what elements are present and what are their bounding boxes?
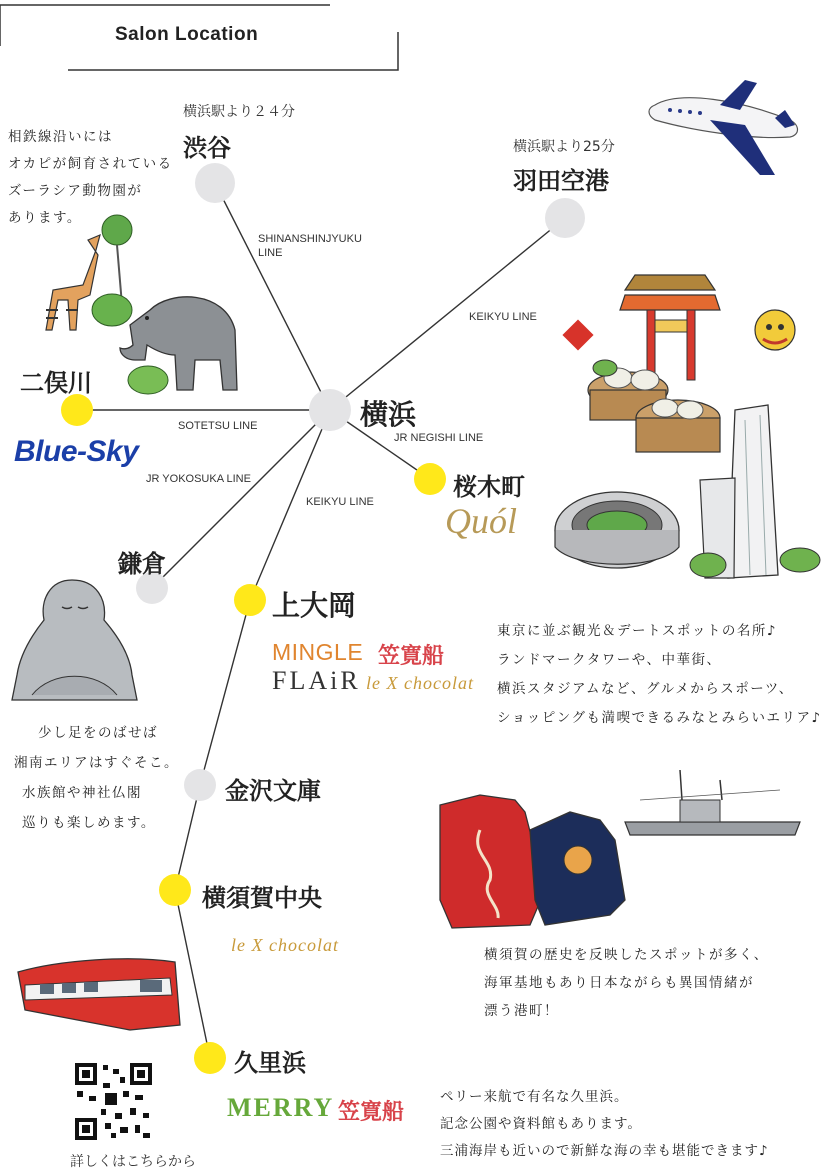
station-kamakura[interactable]: 鎌倉 (118, 550, 166, 578)
brand-bluesky-logo[interactable]: Blue-Sky (14, 435, 139, 468)
station-kurihama[interactable]: 久里浜 (234, 1049, 306, 1077)
battleship-illustration (625, 770, 800, 835)
brand-kasaburune-logo-2[interactable]: 笠寛船 (338, 1099, 405, 1125)
dot-futamatagawa (61, 394, 93, 426)
train-illustration (18, 959, 180, 1030)
chinatown-illustration (620, 275, 720, 380)
label-shinshinjuku-1: SHINANSHINJYUKU (258, 233, 362, 245)
brand-lechocolat-logo[interactable]: le X chocolat (366, 673, 474, 693)
brand-lechocolat-logo-2[interactable]: le X chocolat (231, 935, 339, 955)
brand-kasaburune-logo[interactable]: 笠寛船 (378, 643, 445, 669)
label-keikyu-main: KEIKYU LINE (306, 496, 374, 508)
buddha-illustration (12, 580, 137, 700)
station-shibuya[interactable]: 渋谷 (183, 134, 231, 162)
shibuya-time: 横浜駅より２４分 (183, 104, 295, 120)
page-title: Salon Location (115, 24, 259, 45)
dot-kurihama (194, 1042, 226, 1074)
brand-flair-logo[interactable]: FLAiR (272, 666, 361, 695)
okapi-illustration (46, 235, 100, 330)
dot-yokohama (309, 389, 351, 431)
station-kamiooka[interactable]: 上大岡 (272, 589, 357, 622)
station-haneda[interactable]: 羽田空港 (513, 167, 609, 195)
airplane-illustration (649, 80, 798, 175)
haneda-time: 横浜駅より25分 (513, 139, 615, 155)
station-futamatagawa[interactable]: 二俣川 (20, 369, 92, 397)
line-yokosuka (152, 410, 330, 588)
dot-sakuragicho (414, 463, 446, 495)
station-yokosukachuo[interactable]: 横須賀中央 (202, 884, 322, 912)
stadium-illustration (555, 492, 679, 568)
dim-sum-illustration (588, 360, 720, 452)
qr-caption[interactable]: 詳しくはこちらから (70, 1154, 196, 1170)
dot-kanazawabunko (184, 769, 216, 801)
dot-yokosukachuo (159, 874, 191, 906)
shonan-note: 少し足をのばせば 湘南エリアはすぐそこ。 水族館や神社仏閣 巡りも楽しめます。 (14, 725, 179, 831)
dot-haneda (545, 198, 585, 238)
station-yokohama[interactable]: 横浜 (360, 398, 417, 431)
label-negishi: JR NEGISHI LINE (394, 432, 484, 444)
label-yokosuka-line: JR YOKOSUKA LINE (146, 473, 251, 485)
brand-quol-logo[interactable]: Quól (445, 501, 517, 541)
zoo-note: 相鉄線沿いには オカピが飼育されている ズーラシア動物園が あります。 (8, 129, 173, 226)
brand-merry-logo[interactable]: MERRY (227, 1093, 335, 1122)
sukajan-jacket-illustration (440, 795, 625, 928)
station-sakuragicho[interactable]: 桜木町 (453, 473, 525, 501)
yokosuka-note: 横須賀の歴史を反映したスポットが多く、 海軍基地もあり日本ながらも異国情緒が 漂う港町！ (484, 947, 769, 1019)
dot-kamiooka (234, 584, 266, 616)
station-kanazawabunko[interactable]: 金沢文庫 (225, 777, 321, 805)
lion-dance-icon (755, 310, 795, 350)
label-shinshinjuku-2: LINE (258, 247, 283, 259)
kurihama-note: ペリー来航で有名な久里浜。 記念公園や資料館もあります。 三浦海岸も近いので新鮮な海の幸も堪能できます♪ (440, 1089, 769, 1159)
dot-shibuya (195, 163, 235, 203)
brand-mingle-logo[interactable]: MINGLE (272, 639, 364, 665)
fortune-sign-icon (562, 319, 593, 350)
qr-code-icon (75, 1063, 152, 1140)
label-sotetsu: SOTETSU LINE (178, 420, 258, 432)
label-keikyu-airport: KEIKYU LINE (469, 311, 537, 323)
minatomirai-note: 東京に並ぶ観光＆デートスポットの名所♪ ランドマークタワーや、中華街、 横浜スタジアムなど、グルメからスポーツ、 ショッピングも満喫できるみなとみらいエリア♪ (497, 623, 822, 726)
